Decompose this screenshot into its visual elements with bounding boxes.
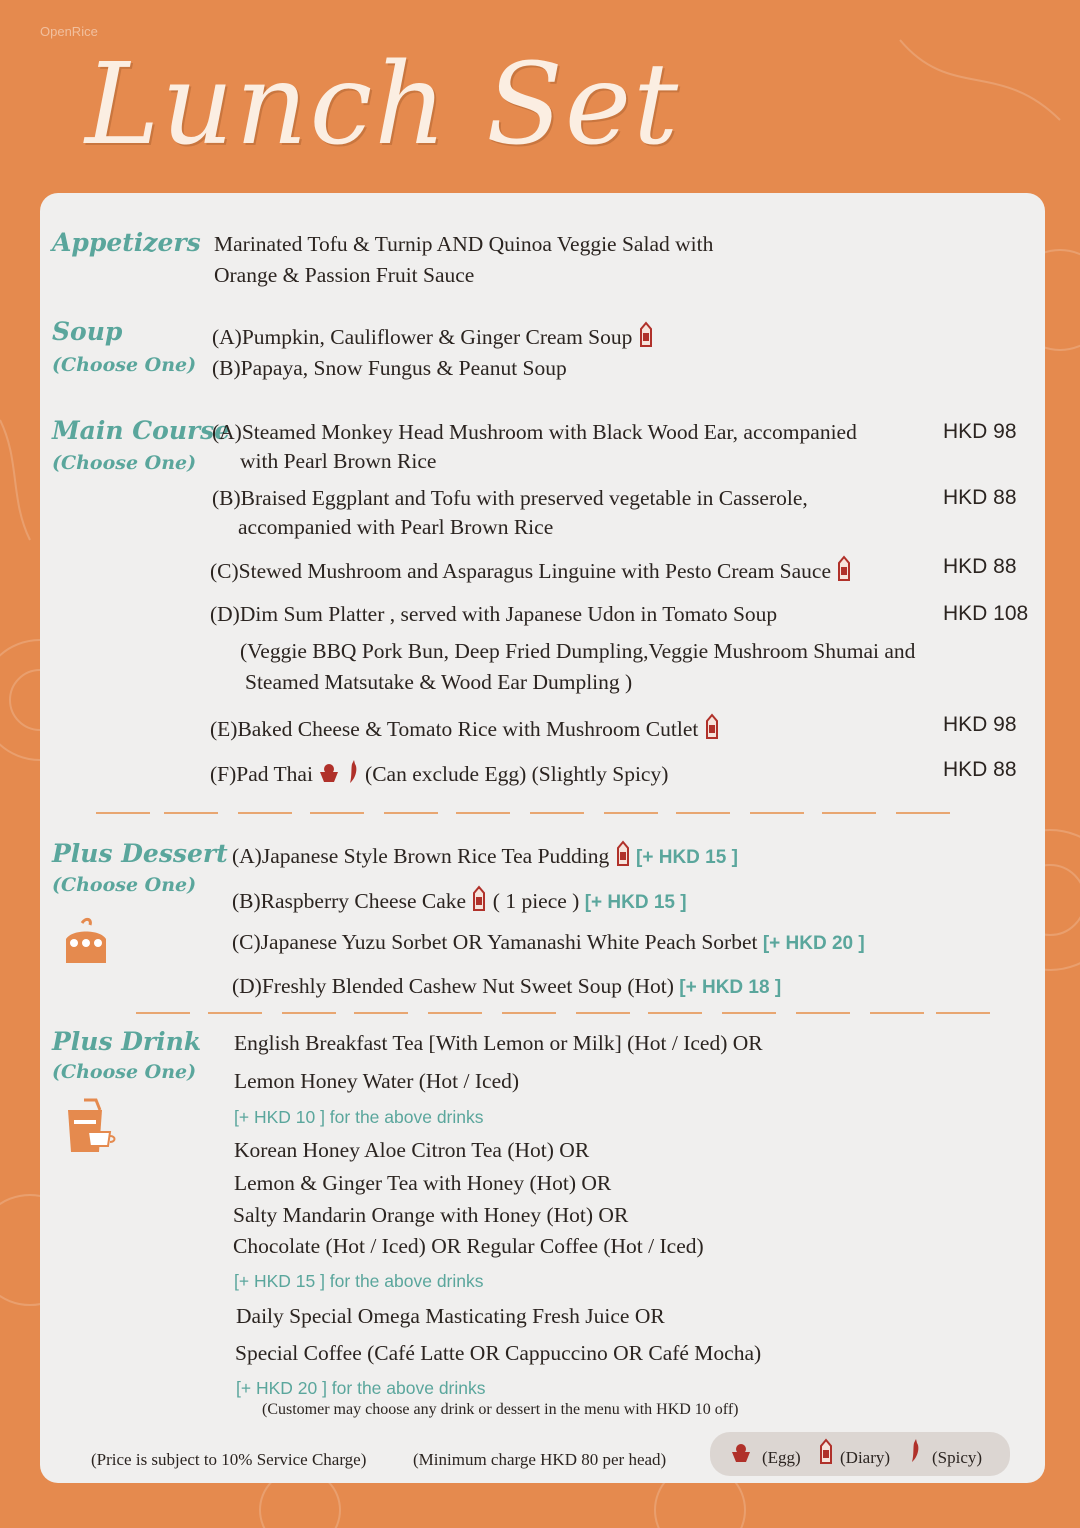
main-item-e-text: (E)Baked Cheese & Tomato Rice with Mushroom Cutlet	[210, 717, 699, 741]
dessert-item-a	[232, 840, 738, 872]
main-item-a-line-2: with Pearl Brown Rice	[240, 449, 437, 473]
drink-line-8: Special Coffee (Café Latte OR Cappuccino OR Café Mocha)	[235, 1341, 762, 1365]
milk-carton-icon	[471, 885, 487, 917]
legend-egg-label: (Egg)	[762, 1448, 801, 1467]
legend-dairy-label: (Diary)	[840, 1448, 891, 1467]
menu-card	[40, 193, 1045, 1483]
section-divider	[136, 1012, 996, 1014]
milk-carton-icon	[704, 713, 720, 745]
service-charge-note: (Price is subject to 10% Service Charge)	[91, 1450, 367, 1469]
dessert-item-b-text: (B)Raspberry Cheese Cake	[232, 889, 467, 913]
main-course-choose-one: (Choose One)	[52, 452, 197, 474]
soup-item-a	[212, 321, 654, 353]
milk-carton-icon	[836, 555, 852, 587]
main-item-b-line-2: accompanied with Pearl Brown Rice	[238, 515, 554, 539]
drink-line-3: Korean Honey Aloe Citron Tea (Hot) OR	[234, 1138, 590, 1162]
dessert-item-a-text: (A)Japanese Style Brown Rice Tea Pudding	[232, 844, 610, 868]
main-item-e-price: HKD 98	[943, 713, 1017, 736]
milk-carton-icon	[818, 1438, 834, 1468]
milk-carton-icon	[638, 321, 654, 353]
soup-heading: Soup	[52, 317, 123, 346]
appetizers-heading: Appetizers	[52, 228, 201, 257]
main-item-f-price: HKD 88	[943, 758, 1017, 781]
egg-basket-icon	[318, 762, 340, 790]
discount-note: (Customer may choose any drink or dessert in the menu with HKD 10 off)	[262, 1401, 739, 1418]
main-item-b-price: HKD 88	[943, 486, 1017, 509]
legend-spicy-label: (Spicy)	[932, 1448, 983, 1467]
main-item-f	[210, 758, 668, 790]
soup-item-a-text: (A)Pumpkin, Cauliflower & Ginger Cream Soup	[212, 325, 633, 349]
drink-surcharge-note-3: [+ HKD 20 ] for the above drinks	[236, 1378, 486, 1398]
menu-title: Lunch Set	[85, 40, 681, 170]
main-course-heading: Main Course	[52, 416, 231, 445]
appetizer-line-1: Marinated Tofu & Turnip AND Quinoa Veggie Salad with	[214, 232, 714, 256]
section-divider	[96, 812, 996, 814]
drink-cup-icon	[66, 1098, 116, 1158]
milk-carton-icon	[615, 840, 631, 872]
main-item-d-line-3: Steamed Matsutake & Wood Ear Dumpling )	[245, 670, 633, 694]
dessert-item-c-addon: [+ HKD 20 ]	[762, 933, 865, 954]
main-item-d-line-2: (Veggie BBQ Pork Bun, Deep Fried Dumpling,Veggie Mushroom Shumai and	[240, 639, 916, 663]
dessert-item-d-text: (D)Freshly Blended Cashew Nut Sweet Soup (Hot)	[232, 974, 674, 998]
drink-line-1: English Breakfast Tea [With Lemon or Milk] (Hot / Iced) OR	[234, 1031, 763, 1055]
main-item-d-price: HKD 108	[943, 602, 1029, 625]
dessert-item-c-text: (C)Japanese Yuzu Sorbet OR Yamanashi White Peach Sorbet	[232, 930, 758, 954]
dessert-choose-one: (Choose One)	[52, 874, 197, 896]
cake-icon	[62, 915, 110, 971]
drink-choose-one: (Choose One)	[52, 1061, 197, 1083]
egg-basket-icon	[730, 1442, 752, 1468]
main-item-a-price: HKD 98	[943, 420, 1017, 443]
drink-heading: Plus Drink	[52, 1027, 202, 1056]
dessert-item-a-addon: [+ HKD 15 ]	[636, 847, 738, 868]
main-item-f-text: (F)Pad Thai	[210, 762, 313, 786]
drink-surcharge-note-1: [+ HKD 10 ] for the above drinks	[234, 1107, 484, 1127]
drink-line-4: Lemon & Ginger Tea with Honey (Hot) OR	[234, 1171, 612, 1195]
dessert-item-c	[232, 930, 865, 955]
drink-line-6: Chocolate (Hot / Iced) OR Regular Coffee (Hot / Iced)	[233, 1234, 704, 1258]
soup-choose-one: (Choose One)	[52, 354, 197, 376]
dessert-item-b-piece: ( 1 piece )	[492, 889, 580, 913]
drink-line-2: Lemon Honey Water (Hot / Iced)	[234, 1069, 520, 1093]
main-item-e	[210, 713, 720, 745]
chili-icon	[346, 758, 360, 790]
dessert-item-b	[232, 885, 687, 917]
dessert-item-b-addon: [+ HKD 15 ]	[584, 892, 687, 913]
dessert-heading: Plus Dessert	[52, 839, 228, 868]
dessert-item-d-addon: [+ HKD 18 ]	[679, 977, 782, 998]
drink-line-5: Salty Mandarin Orange with Honey (Hot) OR	[233, 1203, 629, 1227]
watermark: OpenRice	[40, 24, 98, 39]
drink-line-7: Daily Special Omega Masticating Fresh Juice OR	[236, 1304, 665, 1328]
main-item-c	[210, 555, 852, 587]
soup-item-b: (B)Papaya, Snow Fungus & Peanut Soup	[212, 356, 567, 380]
appetizer-line-2: Orange & Passion Fruit Sauce	[214, 263, 475, 287]
main-item-a-line-1: (A)Steamed Monkey Head Mushroom with Black Wood Ear, accompanied	[212, 420, 857, 444]
main-item-c-price: HKD 88	[943, 555, 1017, 578]
drink-surcharge-note-2: [+ HKD 15 ] for the above drinks	[234, 1271, 484, 1291]
main-item-f-note: (Can exclude Egg) (Slightly Spicy)	[365, 762, 669, 786]
minimum-charge-note: (Minimum charge HKD 80 per head)	[413, 1450, 667, 1469]
chili-icon	[908, 1436, 922, 1468]
main-item-d-line-1: (D)Dim Sum Platter , served with Japanese Udon in Tomato Soup	[210, 602, 778, 626]
dessert-item-d	[232, 974, 781, 999]
main-item-c-text: (C)Stewed Mushroom and Asparagus Linguine with Pesto Cream Sauce	[210, 559, 832, 583]
main-item-b-line-1: (B)Braised Eggplant and Tofu with preserved vegetable in Casserole,	[212, 486, 808, 510]
